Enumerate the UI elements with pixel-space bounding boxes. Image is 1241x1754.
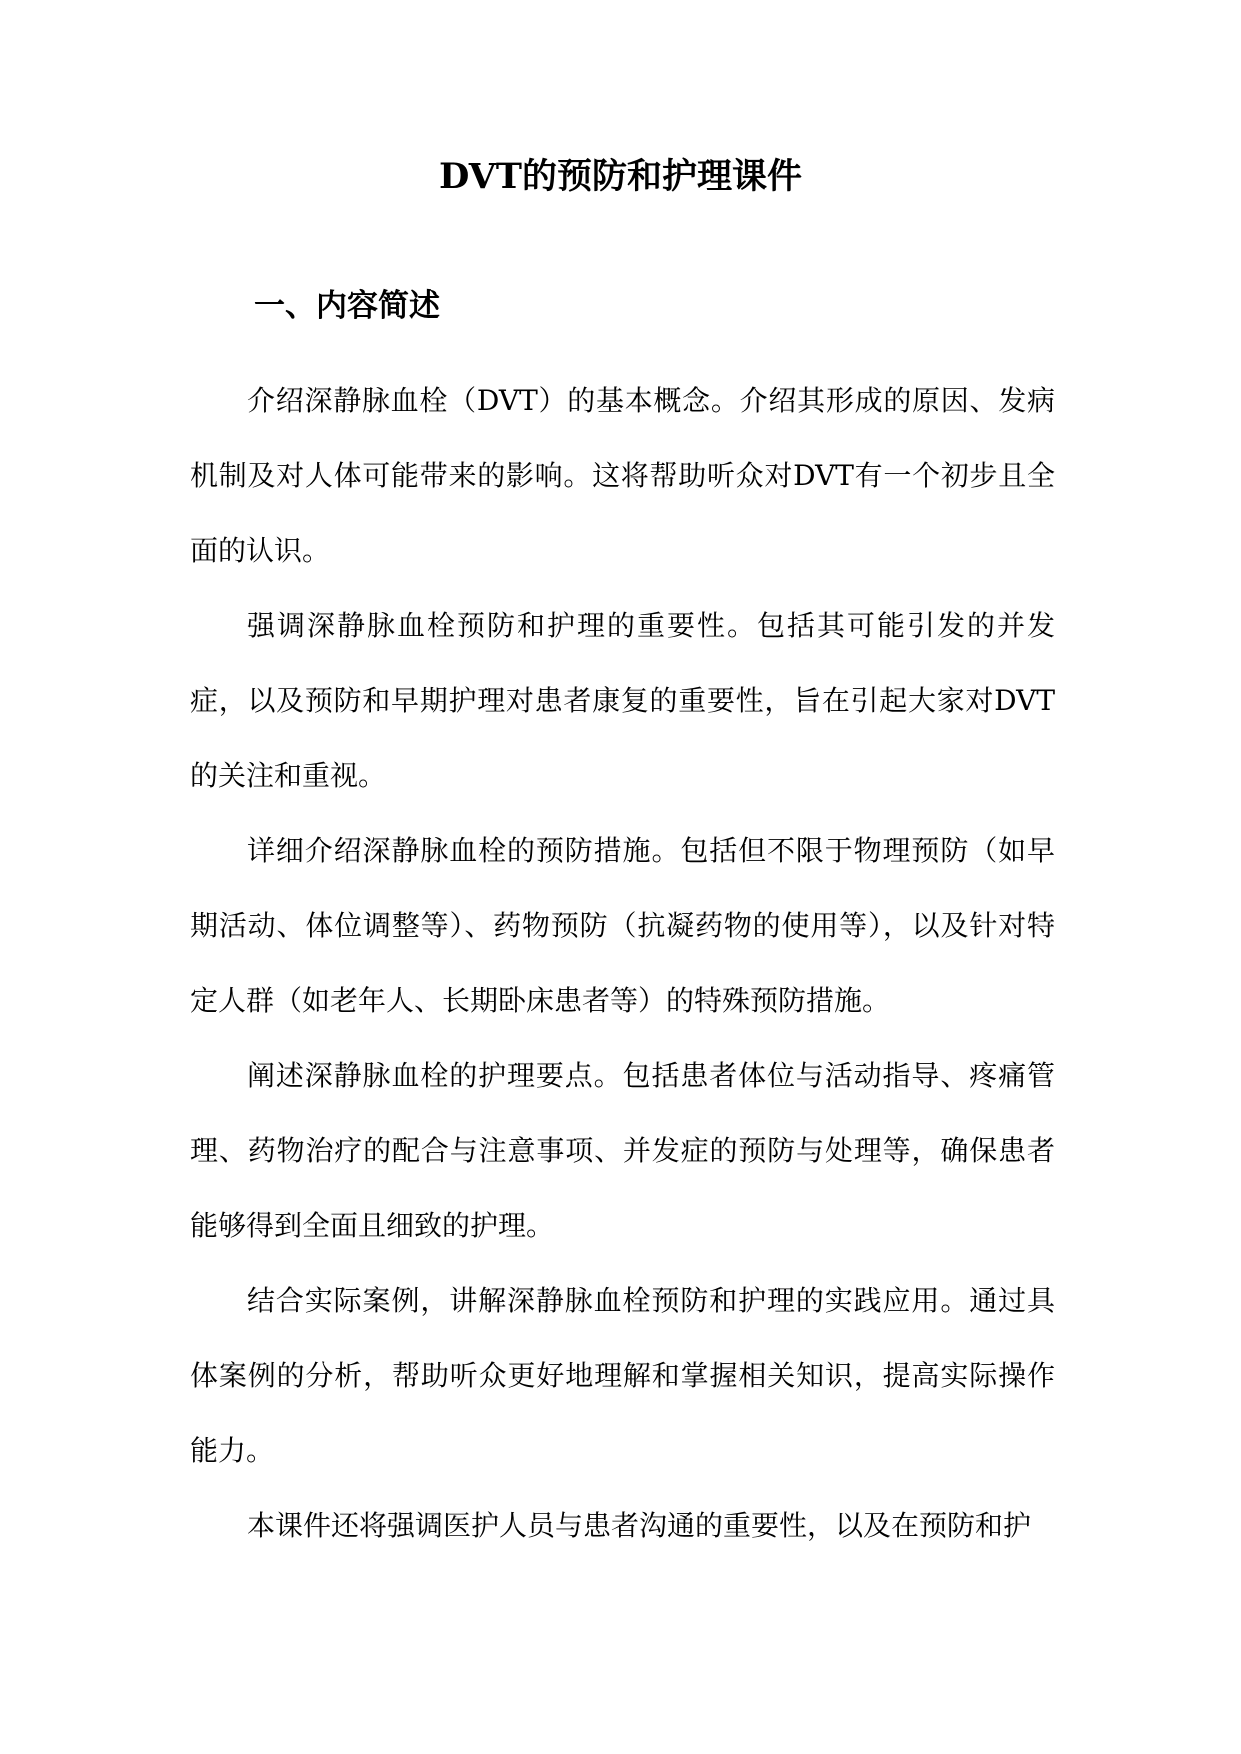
paragraph-dvt-concept: 介绍深静脉血栓（DVT）的基本概念。介绍其形成的原因、发病机制及对人体可能带来的影响。这将帮助听众对DVT有一个初步且全面的认识。 <box>190 384 1055 567</box>
document-title: DVT的预防和护理课件 <box>439 156 802 197</box>
paragraph-communication: 本课件还将强调医护人员与患者沟通的重要性，以及在预防和护 <box>247 1509 1032 1542</box>
paragraph-prevention-measures: 详细介绍深静脉血栓的预防措施。包括但不限于物理预防（如早期活动、体位调整等）、药物预防（抗凝药物的使用等），以及针对特定人群（如老年人、长期卧床患者等）的特殊预防措施。 <box>190 834 1055 1017</box>
paragraph-nursing-points: 阐述深静脉血栓的护理要点。包括患者体位与活动指导、疼痛管理、药物治疗的配合与注意事项、并发症的预防与处理等，确保患者能够得到全面且细致的护理。 <box>190 1059 1055 1242</box>
paragraph-case-study: 结合实际案例，讲解深静脉血栓预防和护理的实践应用。通过具体案例的分析，帮助听众更好地理解和掌握相关知识，提高实际操作能力。 <box>190 1284 1055 1467</box>
paragraph-importance: 强调深静脉血栓预防和护理的重要性。包括其可能引发的并发症，以及预防和早期护理对患者康复的重要性，旨在引起大家对DVT的关注和重视。 <box>190 609 1055 792</box>
section-heading: 一、内容简述 <box>254 288 440 324</box>
document-body <box>190 363 1055 1563</box>
